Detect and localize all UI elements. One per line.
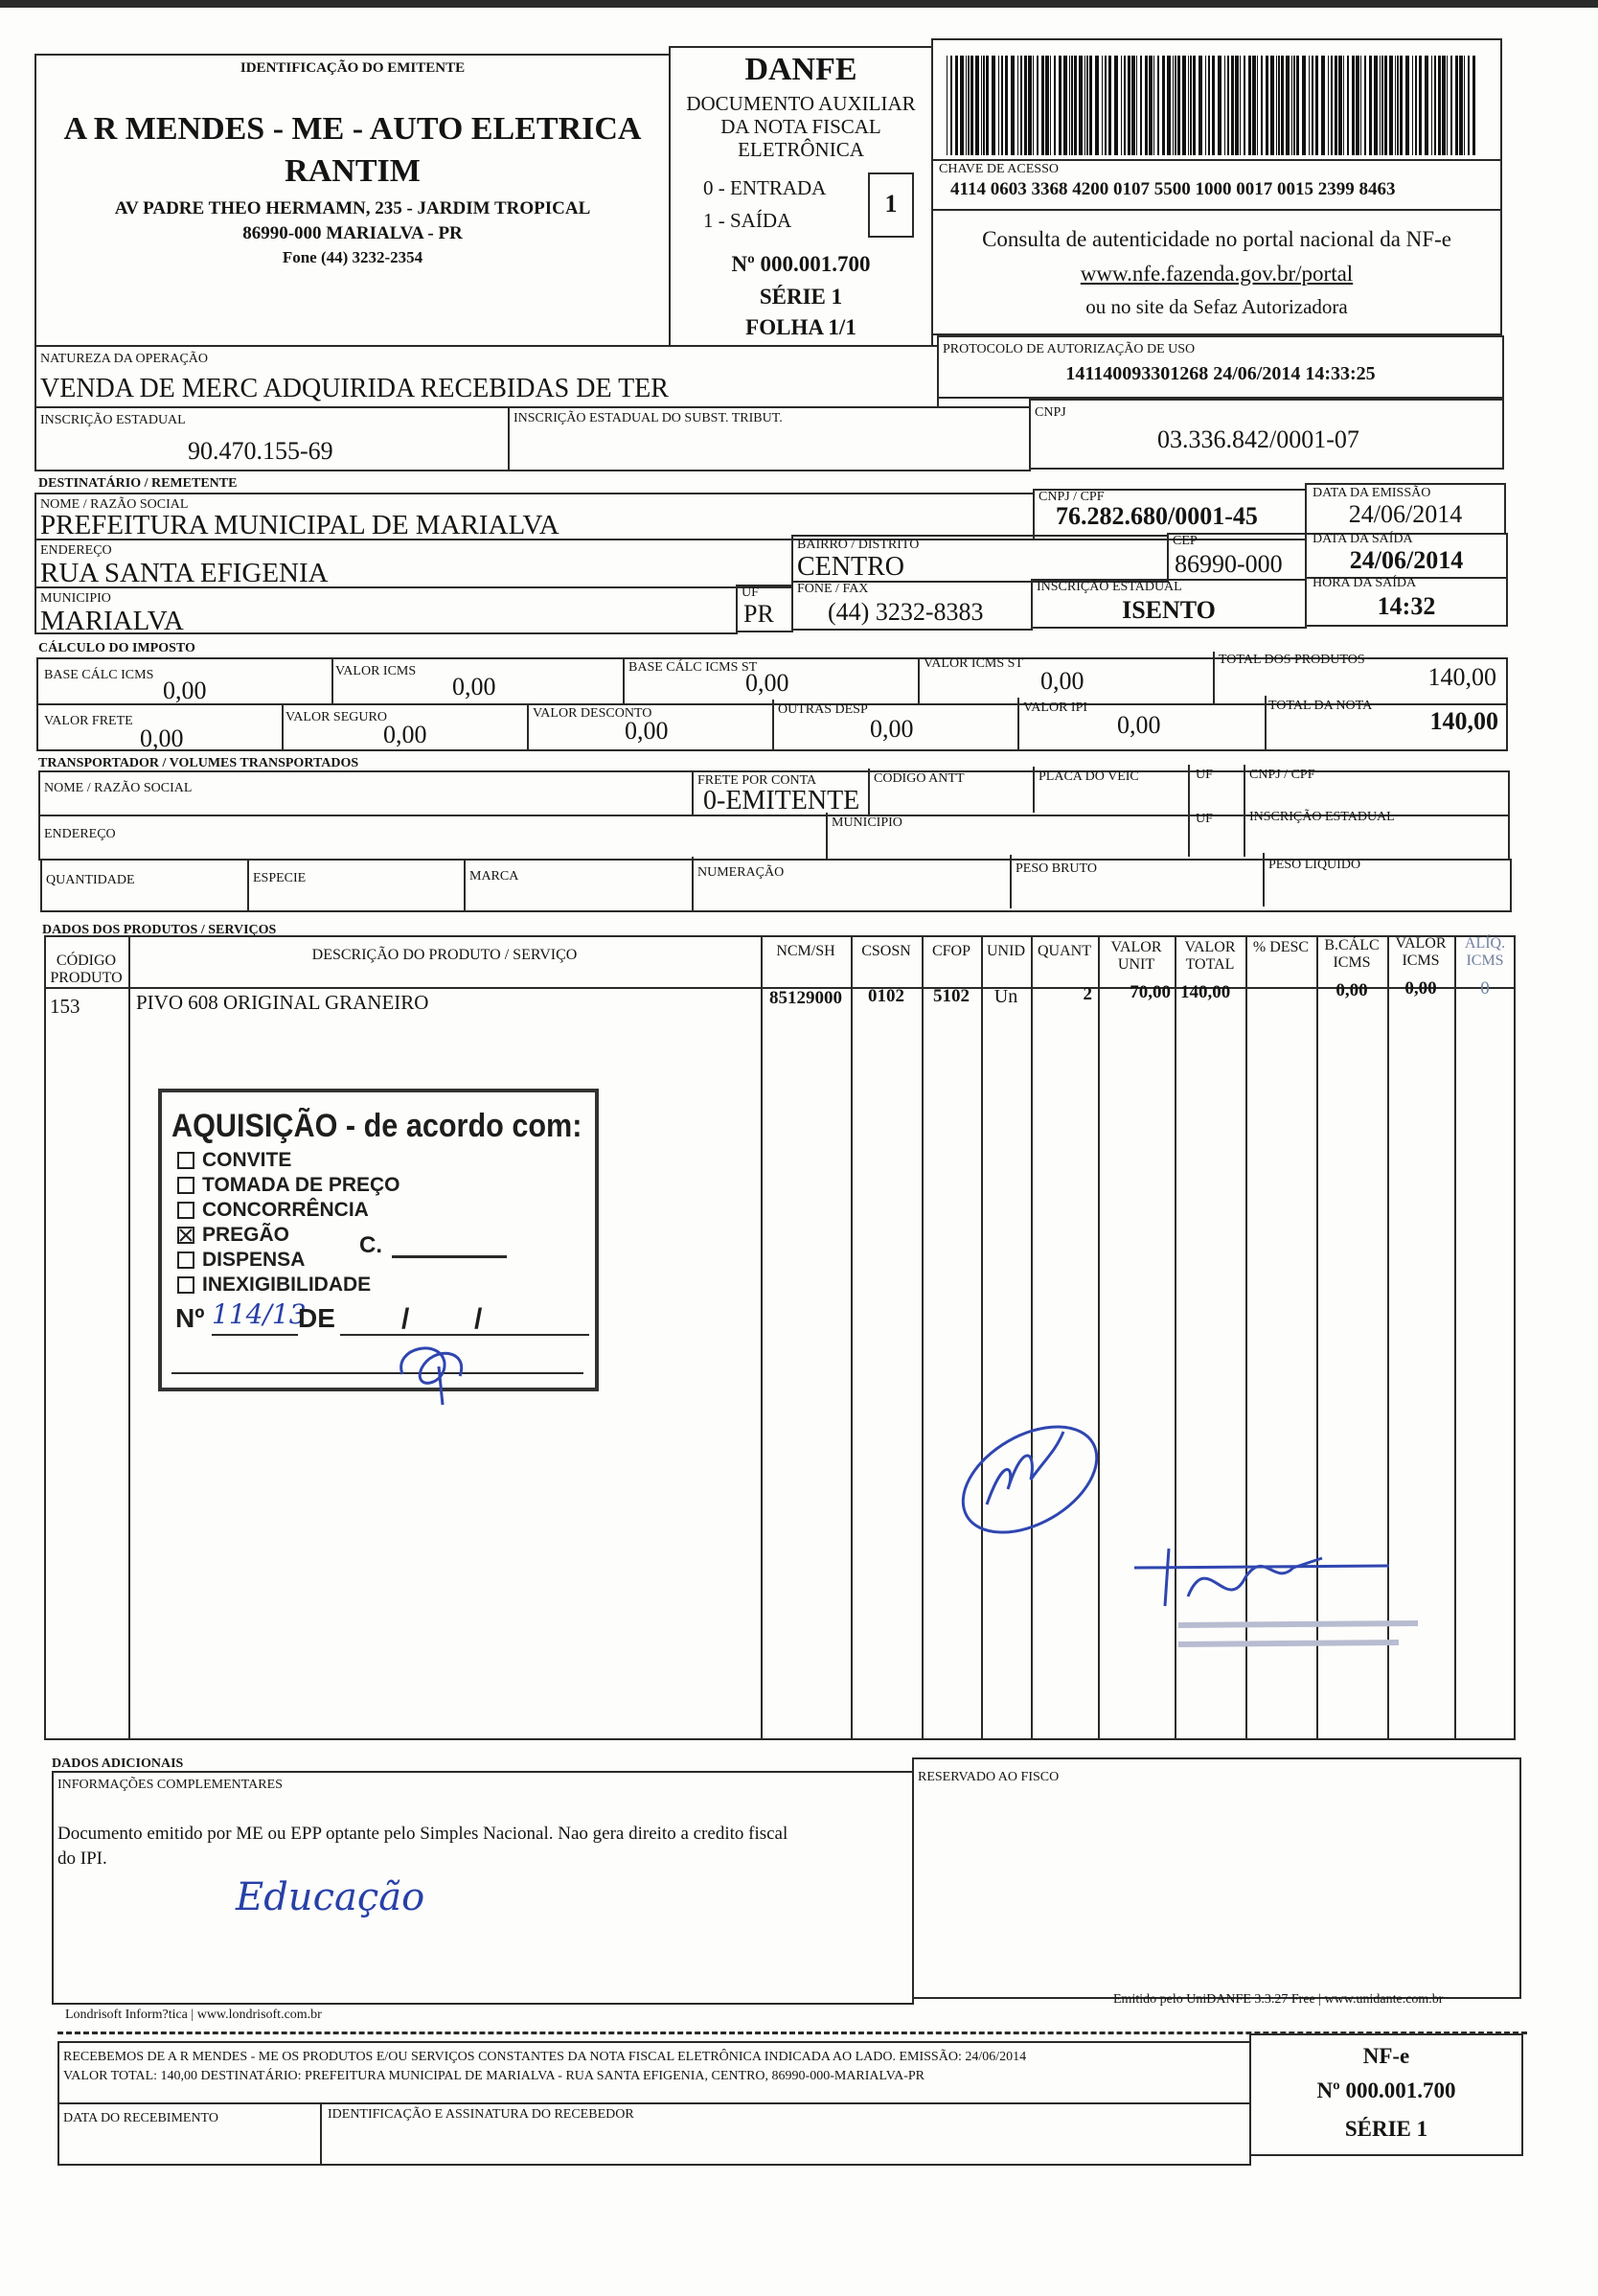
dest-cep-value: 86990-000	[1175, 550, 1283, 578]
barcode-bar	[1309, 56, 1310, 155]
base-icms-value: 0,00	[163, 677, 207, 704]
total-produtos-label: TOTAL DOS PRODUTOS	[1219, 653, 1365, 667]
dest-uf-value: PR	[743, 600, 774, 628]
signature-oval	[948, 1412, 1111, 1547]
row-cfop: 5102	[933, 986, 970, 1006]
hora-value: 14:32	[1377, 592, 1436, 620]
barcode-bar	[1395, 56, 1396, 155]
info-line2: do IPI.	[57, 1848, 107, 1869]
natureza-value: VENDA DE MERC ADQUIRIDA RECEBIDAS DE TER	[40, 374, 669, 403]
col-ncm: NCM/SH	[776, 943, 835, 959]
barcode-bar	[955, 56, 958, 155]
barcode-bar	[1286, 56, 1290, 155]
danfe-title: DANFE	[744, 52, 857, 87]
info-label: INFORMAÇÕES COMPLEMENTARES	[57, 1778, 283, 1792]
barcode-bar	[1468, 56, 1470, 155]
footer-right: Emitido pelo UniDANFE 3.3.27 Free | www.unidante.com.br	[1113, 1992, 1444, 2007]
barcode-bar	[1079, 56, 1083, 155]
imposto-section-label: CÁLCULO DO IMPOSTO	[38, 641, 195, 655]
dest-fone-label: FONE / FAX	[797, 582, 869, 596]
danfe-serie: SÉRIE 1	[759, 285, 843, 309]
frete-value: 0,00	[140, 724, 184, 752]
stamp-option-tomada: TOMADA DE PREÇO	[202, 1174, 400, 1196]
row-aliq: 0	[1480, 978, 1490, 999]
transp-numeracao-label: NUMERAÇÃO	[697, 865, 785, 880]
transp-frete-label: FRETE POR CONTA	[697, 773, 817, 788]
stamp-title: AQUISIÇÃO - de acordo com:	[171, 1108, 582, 1144]
transp-ie-label: INSCRIÇÃO ESTADUAL	[1249, 810, 1395, 824]
transp-antt-label: CÓDIGO ANTT	[874, 771, 965, 786]
col-cfop: CFOP	[931, 943, 971, 959]
stamp-option-concorrencia: CONCORRÊNCIA	[202, 1199, 369, 1221]
barcode-bar	[1177, 56, 1180, 155]
total-produtos-value: 140,00	[1427, 663, 1496, 691]
cnpj-emit-label: CNPJ	[1035, 405, 1066, 420]
barcode-bar	[1041, 56, 1044, 155]
barcode-bar	[950, 56, 952, 155]
barcode-bar	[1114, 56, 1118, 155]
total-nota-label: TOTAL DA NOTA	[1268, 699, 1373, 713]
barcode-bar	[986, 56, 989, 155]
transp-marca-label: MARCA	[469, 869, 519, 884]
barcode-bar	[1447, 56, 1448, 155]
barcode-bar	[1084, 56, 1085, 155]
transp-uf2-label: UF	[1196, 812, 1213, 826]
barcode-bar	[1276, 56, 1277, 155]
barcode-bar	[1397, 56, 1399, 155]
barcode-bar	[1240, 56, 1241, 155]
barcode-bar	[1335, 56, 1337, 155]
col-codigo: CÓDIGO PRODUTO	[50, 953, 123, 987]
row-unid: Un	[993, 986, 1018, 1007]
transp-end-label: ENDEREÇO	[44, 827, 116, 841]
barcode-bar	[1198, 56, 1202, 155]
saida-label: 1 - SAÍDA	[703, 209, 792, 232]
barcode-bar	[1434, 56, 1436, 155]
consulta-url[interactable]: www.nfe.fazenda.gov.br/portal	[1080, 262, 1354, 286]
dest-end-value: RUA SANTA EFIGENIA	[40, 558, 329, 588]
stamp-checkbox-dispensa[interactable]	[177, 1251, 194, 1269]
canhoto-data-label: DATA DO RECEBIMENTO	[63, 2111, 218, 2125]
barcode-bar	[975, 56, 979, 155]
barcode-bar	[1338, 56, 1342, 155]
row-vicms: 0,00	[1404, 978, 1437, 999]
barcode-bar	[1321, 56, 1325, 155]
stamp-checkbox-convite[interactable]	[177, 1152, 194, 1169]
barcode-bar	[1017, 56, 1018, 155]
dest-ie-value: ISENTO	[1122, 596, 1216, 624]
barcode-bar	[970, 56, 973, 155]
stamp-de: DE	[298, 1303, 335, 1333]
barcode-bar	[1145, 56, 1148, 155]
col-vicms: VALOR ICMS	[1395, 935, 1447, 970]
barcode-bar	[1045, 56, 1049, 155]
ie-label: INSCRIÇÃO ESTADUAL	[40, 413, 186, 427]
barcode-bar	[1442, 56, 1446, 155]
barcode-bar	[1212, 56, 1215, 155]
dest-nome-label: NOME / RAZÃO SOCIAL	[40, 497, 189, 512]
dest-cep-label: CEP	[1173, 534, 1198, 548]
row-vtotal: 140,00	[1180, 982, 1231, 1002]
barcode-bar	[1124, 56, 1126, 155]
base-st-label: BASE CÁLC ICMS ST	[628, 660, 758, 675]
barcode-bar	[1360, 56, 1361, 155]
canhoto-ident-label: IDENTIFICAÇÃO E ASSINATURA DO RECEBEDOR	[328, 2107, 634, 2122]
row-descricao: PIVO 608 ORIGINAL GRANEIRO	[136, 991, 429, 1014]
barcode-bar	[1089, 56, 1092, 155]
barcode-bar	[1244, 56, 1245, 155]
desconto-value: 0,00	[625, 717, 669, 745]
barcode-bar	[1315, 56, 1318, 155]
col-unid: UNID	[987, 943, 1025, 959]
stamp-option-inexigibilidade: INEXIGIBILIDADE	[202, 1274, 372, 1296]
barcode-bar	[1384, 56, 1387, 155]
stamp-checkbox-tomada[interactable]	[177, 1177, 194, 1194]
barcode-bar	[1001, 56, 1003, 155]
barcode-bar	[1173, 56, 1174, 155]
canhoto-numero: Nº 000.001.700	[1316, 2078, 1456, 2102]
barcode-bar	[1157, 56, 1159, 155]
canhoto-serie: SÉRIE 1	[1344, 2117, 1428, 2141]
row-ncm: 85129000	[769, 988, 842, 1008]
barcode-bar	[998, 56, 999, 155]
transp-especie-label: ESPECIE	[253, 871, 307, 885]
transp-nome-label: NOME / RAZÃO SOCIAL	[44, 781, 193, 795]
emitente-section-label: IDENTIFICAÇÃO DO EMITENTE	[240, 60, 466, 76]
barcode-bar	[1296, 56, 1299, 155]
barcode-bar	[1037, 56, 1039, 155]
stamp-signature	[383, 1328, 498, 1414]
barcode-bar	[1218, 56, 1221, 155]
transp-peso-liq-label: PESO LIQUIDO	[1268, 858, 1361, 872]
barcode-bar	[968, 56, 970, 155]
stamp-option-convite: CONVITE	[202, 1149, 292, 1171]
barcode-bar	[1121, 56, 1122, 155]
barcode-bar	[1248, 56, 1251, 155]
stamp-checkbox-pregao[interactable]	[177, 1227, 194, 1244]
produtos-section-label: DADOS DOS PRODUTOS / SERVIÇOS	[42, 923, 277, 937]
barcode-bar	[1224, 56, 1225, 155]
barcode-bar	[1281, 56, 1284, 155]
barcode-bar	[1063, 56, 1067, 155]
barcode-bar	[1347, 56, 1349, 155]
row-csosn: 0102	[868, 986, 904, 1006]
barcode-bar	[1415, 56, 1417, 155]
barcode-bar	[1450, 56, 1452, 155]
scan-top-edge	[0, 0, 1598, 8]
barcode-bar	[966, 56, 967, 155]
seguro-value: 0,00	[383, 721, 427, 748]
ipi-value: 0,00	[1117, 711, 1161, 739]
ie-st-label: INSCRIÇÃO ESTADUAL DO SUBST. TRIBUT.	[514, 411, 783, 425]
saida-label: DATA DA SAÍDA	[1313, 532, 1413, 546]
col-vtotal: VALOR TOTAL	[1184, 939, 1236, 974]
barcode-bar	[1005, 56, 1008, 155]
barcode-bar	[1054, 56, 1056, 155]
consulta-line3: ou no site da Sefaz Autorizadora	[1085, 295, 1348, 318]
danfe-folha: FOLHA 1/1	[745, 315, 856, 339]
natureza-label: NATUREZA DA OPERAÇÃO	[40, 352, 209, 366]
valor-icms-value: 0,00	[452, 673, 496, 700]
barcode-bar	[1419, 56, 1422, 155]
transp-peso-bruto-label: PESO BRUTO	[1016, 861, 1097, 876]
transp-mun-label: MUNICÍPIO	[832, 815, 902, 830]
signature-rubrica	[1130, 1529, 1437, 1654]
outras-label: OUTRAS DESP	[778, 702, 868, 717]
barcode-bar	[1205, 56, 1206, 155]
barcode-bar	[1291, 56, 1292, 155]
barcode-bar	[1140, 56, 1142, 155]
stamp-extra: C.	[359, 1232, 382, 1258]
barcode-bar	[1425, 56, 1428, 155]
barcode-bar	[1343, 56, 1344, 155]
barcode-bar	[1312, 56, 1313, 155]
barcode-bar	[1266, 56, 1268, 155]
frete-label: VALOR FRETE	[44, 714, 133, 728]
barcode-bar	[1270, 56, 1274, 155]
protocolo-value: 141140093301268 24/06/2014 14:33:25	[1065, 363, 1376, 384]
chave-label: CHAVE DE ACESSO	[939, 162, 1059, 176]
barcode	[945, 56, 1481, 155]
barcode-bar	[1405, 56, 1409, 155]
barcode-bar	[1328, 56, 1329, 155]
outras-value: 0,00	[870, 715, 914, 743]
barcode-bar	[1071, 56, 1073, 155]
dest-mun-value: MARIALVA	[40, 606, 184, 636]
barcode-bar	[1472, 56, 1475, 155]
barcode-bar	[992, 56, 995, 155]
stamp-option-dispensa: DISPENSA	[202, 1249, 306, 1271]
barcode-bar	[1149, 56, 1153, 155]
chave-value: 4114 0603 3368 4200 0107 5500 1000 0017 0015 2399 8463	[950, 179, 1396, 199]
dest-fone-value: (44) 3232-8383	[828, 598, 984, 626]
row-vunit: 70,00	[1130, 982, 1171, 1002]
barcode-bar	[1412, 56, 1413, 155]
valor-st-value: 0,00	[1040, 667, 1084, 695]
barcode-bar	[1167, 56, 1171, 155]
barcode-bar	[1193, 56, 1196, 155]
barcode-bar	[1153, 56, 1154, 155]
row-codigo: 153	[50, 995, 80, 1018]
barcode-bar	[960, 56, 964, 155]
acquisition-stamp: AQUISIÇÃO - de acordo com: CONVITE TOMADA DE PREÇO CONCORRÊNCIA PREGÃO C. DISPENSA INEXIGIBILIDADE Nº 114/13 DE / /	[158, 1089, 599, 1391]
barcode-bar	[1389, 56, 1393, 155]
barcode-bar	[1175, 56, 1176, 155]
col-descricao: DESCRIÇÃO DO PRODUTO / SERVIÇO	[311, 947, 578, 963]
danfe-numero: Nº 000.001.700	[731, 252, 871, 276]
emitente-phone: Fone (44) 3232-2354	[282, 248, 423, 266]
barcode-bar	[1074, 56, 1077, 155]
row-quant: 2	[1083, 984, 1092, 1004]
barcode-bar	[1352, 56, 1355, 155]
stamp-numero-prefix: Nº	[175, 1303, 205, 1333]
barcode-bar	[1208, 56, 1210, 155]
col-quant: QUANT	[1038, 943, 1091, 959]
adicionais-section-label: DADOS ADICIONAIS	[52, 1756, 184, 1771]
col-vunit: VALOR UNIT	[1110, 939, 1162, 974]
hora-label: HORA DA SAÍDA	[1313, 576, 1417, 590]
seguro-label: VALOR SEGURO	[285, 710, 387, 724]
barcode-bar	[1369, 56, 1372, 155]
barcode-bar	[1464, 56, 1465, 155]
barcode-bar	[1188, 56, 1189, 155]
stamp-checkbox-inexigibilidade[interactable]	[177, 1276, 194, 1294]
barcode-bar	[1302, 56, 1306, 155]
barcode-bar	[1162, 56, 1165, 155]
barcode-bar	[1438, 56, 1441, 155]
barcode-bar	[1033, 56, 1034, 155]
dest-end-label: ENDEREÇO	[40, 543, 112, 558]
ipi-label: VALOR IPI	[1023, 700, 1088, 715]
transp-uf-label: UF	[1196, 768, 1213, 782]
barcode-bar	[1356, 56, 1359, 155]
barcode-bar	[1011, 56, 1015, 155]
barcode-bar	[1331, 56, 1333, 155]
emissao-label: DATA DA EMISSÃO	[1313, 486, 1431, 500]
transp-cnpj-label: CNPJ / CPF	[1249, 768, 1315, 782]
barcode-bar	[1381, 56, 1383, 155]
emissao-value: 24/06/2014	[1348, 500, 1463, 528]
barcode-bar	[1455, 56, 1458, 155]
protocolo-label: PROTOCOLO DE AUTORIZAÇÃO DE USO	[943, 342, 1196, 356]
stamp-option-pregao: PREGÃO	[202, 1224, 290, 1246]
barcode-bar	[1182, 56, 1186, 155]
barcode-bar	[1105, 56, 1107, 155]
barcode-bar	[1020, 56, 1022, 155]
barcode-bar	[1128, 56, 1130, 155]
desconto-label: VALOR DESCONTO	[533, 706, 652, 721]
barcode-bar	[1095, 56, 1099, 155]
cnpj-emit-value: 03.336.842/0001-07	[1157, 425, 1359, 453]
emitente-name: A R MENDES - ME - AUTO ELETRICA	[63, 111, 642, 147]
col-aliq: ALÍQ. ICMS	[1464, 935, 1506, 970]
check-x-icon	[179, 1228, 193, 1242]
barcode-bar	[1400, 56, 1403, 155]
transp-frete-value: 0-EMITENTE	[703, 786, 860, 815]
dest-cnpj-label: CNPJ / CPF	[1039, 490, 1105, 504]
barcode-bar	[1059, 56, 1062, 155]
valor-icms-label: VALOR ICMS	[335, 664, 417, 678]
col-csosn: CSOSN	[861, 943, 911, 959]
dest-ie-label: INSCRIÇÃO ESTADUAL	[1037, 580, 1182, 594]
danfe-subtitle: DOCUMENTO AUXILIAR DA NOTA FISCAL ELETRÔNICA	[686, 92, 916, 162]
col-bcalc: B.CÁLC ICMS	[1324, 937, 1380, 972]
barcode-bar	[1374, 56, 1378, 155]
barcode-bar	[1278, 56, 1280, 155]
barcode-bar	[1050, 56, 1051, 155]
ie-value: 90.470.155-69	[188, 437, 333, 465]
footer-left: Londrisoft Inform?tica | www.londrisoft.com.br	[65, 2008, 322, 2022]
dest-bairro-value: CENTRO	[797, 552, 904, 582]
barcode-bar	[983, 56, 985, 155]
barcode-bar	[1227, 56, 1229, 155]
entrada-label: 0 - ENTRADA	[703, 176, 827, 199]
barcode-bar	[1024, 56, 1027, 155]
barcode-bar	[1257, 56, 1258, 155]
info-line1: Documento emitido por ME ou EPP optante pelo Simples Nacional. Nao gera direito a credito fiscal	[57, 1824, 788, 1844]
barcode-bar	[1459, 56, 1463, 155]
emitente-city: 86990-000 MARIALVA - PR	[242, 223, 463, 243]
barcode-bar	[1364, 56, 1366, 155]
tipo-value: 1	[884, 190, 898, 218]
barcode-bar	[1252, 56, 1256, 155]
barcode-bar	[1136, 56, 1137, 155]
dest-mun-label: MUNICIPIO	[40, 591, 111, 606]
dest-cnpj-value: 76.282.680/0001-45	[1056, 502, 1258, 530]
info-handwritten: Educação	[236, 1875, 425, 1919]
info-box	[52, 1771, 914, 2005]
transportador-section-label: TRANSPORTADOR / VOLUMES TRANSPORTADOS	[38, 756, 359, 770]
dest-bairro-label: BAIRRO / DISTRITO	[797, 538, 920, 552]
barcode-bar	[1131, 56, 1135, 155]
barcode-bar	[1102, 56, 1103, 155]
stamp-checkbox-concorrencia[interactable]	[177, 1202, 194, 1219]
dest-uf-label: UF	[742, 585, 759, 600]
emitente-name-2: RANTIM	[285, 153, 421, 189]
stamp-numero-handwritten: 114/13	[212, 1298, 307, 1330]
base-icms-label: BASE CÁLC ICMS	[44, 668, 154, 682]
saida-value: 24/06/2014	[1349, 546, 1464, 574]
transp-qtd-label: QUANTIDADE	[46, 873, 135, 887]
barcode-bar	[1431, 56, 1432, 155]
barcode-bar	[1235, 56, 1239, 155]
barcode-bar	[1293, 56, 1295, 155]
valor-st-label: VALOR ICMS ST	[924, 656, 1023, 671]
barcode-bar	[1261, 56, 1263, 155]
canhoto-nfe: NF-e	[1362, 2044, 1410, 2068]
barcode-bar	[1231, 56, 1234, 155]
dest-nome-value: PREFEITURA MUNICIPAL DE MARIALVA	[40, 510, 559, 540]
barcode-bar	[1086, 56, 1088, 155]
row-bcalc: 0,00	[1335, 980, 1368, 1000]
canhoto-line2: VALOR TOTAL: 140,00 DESTINATÁRIO: PREFEITURA MUNICIPAL DE MARIALVA - RUA SANTA EFIGENIA, CENTRO, 86990-000-MARIALVA-PR	[63, 2069, 925, 2083]
barcode-bar	[1069, 56, 1070, 155]
barcode-bar	[1190, 56, 1192, 155]
fisco-box	[912, 1757, 1521, 1999]
barcode-bar	[981, 56, 982, 155]
total-nota-value: 140,00	[1429, 707, 1498, 735]
emitente-address: AV PADRE THEO HERMAMN, 235 - JARDIM TROPICAL	[114, 198, 591, 218]
base-st-value: 0,00	[745, 669, 789, 697]
barcode-bar	[1108, 56, 1111, 155]
consulta-line1: Consulta de autenticidade no portal nacional da NF-e	[982, 227, 1451, 251]
transp-placa-label: PLACA DO VEIC	[1039, 769, 1139, 784]
barcode-bar	[1380, 56, 1381, 155]
destinatario-section-label: DESTINATÁRIO / REMETENTE	[38, 476, 238, 491]
canhoto-line1: RECEBEMOS DE A R MENDES - ME OS PRODUTOS E/OU SERVIÇOS CONSTANTES DA NOTA FISCAL ELETRÔNICA INDICADA AO LADO. EMISSÃO: 24/06/2014	[63, 2050, 1027, 2064]
barcode-bar	[1028, 56, 1032, 155]
fisco-label: RESERVADO AO FISCO	[918, 1770, 1060, 1784]
col-desc: % DESC	[1252, 939, 1310, 955]
